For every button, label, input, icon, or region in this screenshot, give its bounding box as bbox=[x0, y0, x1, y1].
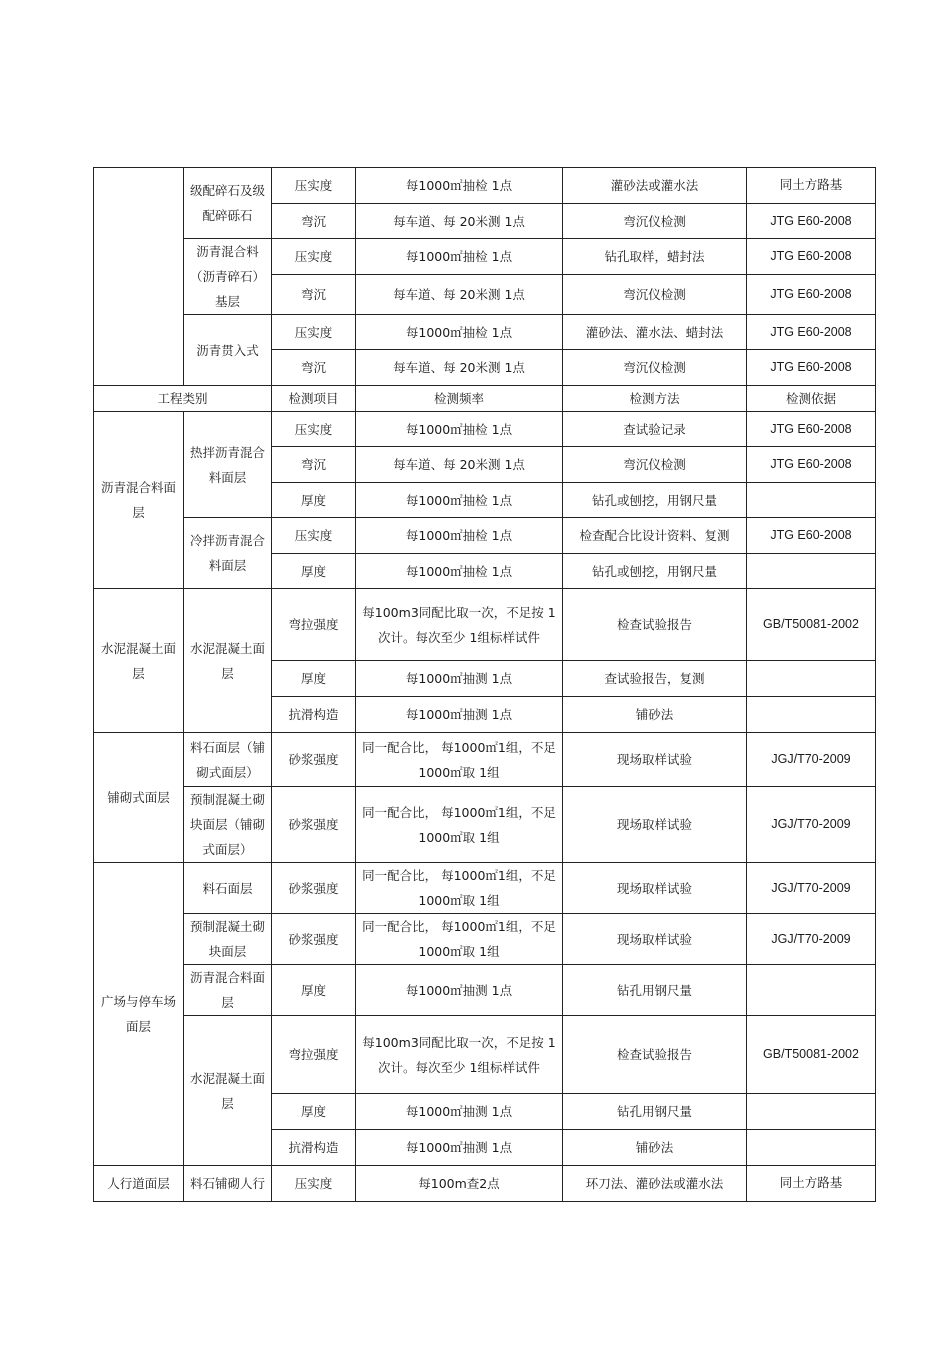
subcategory-cell: 料石面层（铺砌式面层） bbox=[184, 733, 272, 787]
method-cell: 钻孔用钢尺量 bbox=[563, 1094, 747, 1130]
method-cell: 钻孔取样，蜡封法 bbox=[563, 239, 747, 275]
basis-cell bbox=[747, 1130, 876, 1166]
method-cell: 检查配合比设计资料、复测 bbox=[563, 518, 747, 554]
frequency-cell: 每1000㎡抽测 1点 bbox=[356, 1094, 563, 1130]
inspection-table bbox=[93, 167, 876, 1202]
frequency-cell: 每1000㎡抽检 1点 bbox=[356, 239, 563, 275]
method-cell: 铺砂法 bbox=[563, 697, 747, 733]
frequency-cell: 每车道、每 20米测 1点 bbox=[356, 447, 563, 483]
method-cell: 现场取样试验 bbox=[563, 733, 747, 787]
frequency-cell: 同一配合比， 每1000㎡1组，不足1000㎡取 1组 bbox=[356, 787, 563, 863]
category-cell: 铺砌式面层 bbox=[94, 733, 184, 863]
test-item-cell: 压实度 bbox=[272, 412, 356, 447]
frequency-cell: 每100m3同配比取一次，不足按 1次计。每次至少 1组标样试件 bbox=[356, 589, 563, 661]
frequency-cell: 每1000㎡抽检 1点 bbox=[356, 483, 563, 518]
table-row bbox=[94, 863, 876, 914]
test-item-cell: 弯拉强度 bbox=[272, 1016, 356, 1094]
frequency-cell: 每车道、每 20米测 1点 bbox=[356, 204, 563, 239]
table-row bbox=[94, 965, 876, 1016]
table-row bbox=[94, 1166, 876, 1202]
table-row bbox=[94, 412, 876, 447]
basis-cell bbox=[747, 1094, 876, 1130]
basis-cell: JTG E60-2008 bbox=[747, 518, 876, 554]
test-item-cell: 砂浆强度 bbox=[272, 863, 356, 914]
test-item-cell: 压实度 bbox=[272, 168, 356, 204]
test-item-cell: 厚度 bbox=[272, 1094, 356, 1130]
basis-cell: JTG E60-2008 bbox=[747, 412, 876, 447]
method-cell: 弯沉仪检测 bbox=[563, 204, 747, 239]
header-frequency: 检测频率 bbox=[356, 386, 563, 412]
basis-cell: 同土方路基 bbox=[747, 168, 876, 204]
subcategory-cell: 沥青贯入式 bbox=[184, 315, 272, 386]
subcategory-cell: 热拌沥青混合料面层 bbox=[184, 412, 272, 518]
test-item-cell: 压实度 bbox=[272, 315, 356, 350]
table-row bbox=[94, 315, 876, 350]
subcategory-cell: 沥青混合料（沥青碎石）基层 bbox=[184, 239, 272, 315]
frequency-cell: 每车道、每 20米测 1点 bbox=[356, 275, 563, 315]
basis-cell: 同土方路基 bbox=[747, 1166, 876, 1202]
frequency-cell: 每1000㎡抽检 1点 bbox=[356, 518, 563, 554]
test-item-cell: 厚度 bbox=[272, 483, 356, 518]
test-item-cell: 厚度 bbox=[272, 661, 356, 697]
method-cell: 现场取样试验 bbox=[563, 787, 747, 863]
test-item-cell: 厚度 bbox=[272, 965, 356, 1016]
method-cell: 钻孔用钢尺量 bbox=[563, 965, 747, 1016]
method-cell: 弯沉仪检测 bbox=[563, 447, 747, 483]
basis-cell: JGJ/T70-2009 bbox=[747, 863, 876, 914]
frequency-cell: 每1000㎡抽检 1点 bbox=[356, 554, 563, 589]
frequency-cell: 同一配合比， 每1000㎡1组，不足1000㎡取 1组 bbox=[356, 863, 563, 914]
table-row bbox=[94, 787, 876, 863]
method-cell: 查试验报告，复测 bbox=[563, 661, 747, 697]
test-item-cell: 砂浆强度 bbox=[272, 733, 356, 787]
test-item-cell: 弯沉 bbox=[272, 447, 356, 483]
test-item-cell: 弯沉 bbox=[272, 275, 356, 315]
basis-cell: JTG E60-2008 bbox=[747, 239, 876, 275]
method-cell: 查试验记录 bbox=[563, 412, 747, 447]
subcategory-cell: 冷拌沥青混合料面层 bbox=[184, 518, 272, 589]
subcategory-cell: 水泥混凝土面层 bbox=[184, 589, 272, 733]
frequency-cell: 每1000㎡抽检 1点 bbox=[356, 168, 563, 204]
method-cell: 检查试验报告 bbox=[563, 1016, 747, 1094]
header-method: 检测方法 bbox=[563, 386, 747, 412]
basis-cell: GB/T50081-2002 bbox=[747, 589, 876, 661]
test-item-cell: 压实度 bbox=[272, 1166, 356, 1202]
table-row bbox=[94, 589, 876, 661]
frequency-cell: 每1000㎡抽测 1点 bbox=[356, 965, 563, 1016]
test-item-cell: 压实度 bbox=[272, 518, 356, 554]
category-cell: 人行道面层 bbox=[94, 1166, 184, 1202]
subcategory-cell: 水泥混凝土面层 bbox=[184, 1016, 272, 1166]
header-item: 检测项目 bbox=[272, 386, 356, 412]
method-cell: 弯沉仪检测 bbox=[563, 350, 747, 386]
method-cell: 现场取样试验 bbox=[563, 914, 747, 965]
test-item-cell: 弯沉 bbox=[272, 204, 356, 239]
frequency-cell: 每1000㎡抽检 1点 bbox=[356, 315, 563, 350]
test-item-cell: 压实度 bbox=[272, 239, 356, 275]
test-item-cell: 厚度 bbox=[272, 554, 356, 589]
table-header-row bbox=[94, 386, 876, 412]
method-cell: 现场取样试验 bbox=[563, 863, 747, 914]
frequency-cell: 每1000㎡抽测 1点 bbox=[356, 661, 563, 697]
header-basis: 检测依据 bbox=[747, 386, 876, 412]
test-item-cell: 弯拉强度 bbox=[272, 589, 356, 661]
test-item-cell: 砂浆强度 bbox=[272, 914, 356, 965]
table-row bbox=[94, 1016, 876, 1094]
subcategory-cell: 沥青混合料面层 bbox=[184, 965, 272, 1016]
basis-cell: JTG E60-2008 bbox=[747, 447, 876, 483]
method-cell: 弯沉仪检测 bbox=[563, 275, 747, 315]
basis-cell bbox=[747, 697, 876, 733]
category-cell: 沥青混合料面层 bbox=[94, 412, 184, 589]
method-cell: 铺砂法 bbox=[563, 1130, 747, 1166]
frequency-cell: 每100m查2点 bbox=[356, 1166, 563, 1202]
subcategory-cell: 料石铺砌人行 bbox=[184, 1166, 272, 1202]
subcategory-cell: 预制混凝土砌块面层 bbox=[184, 914, 272, 965]
basis-cell: GB/T50081-2002 bbox=[747, 1016, 876, 1094]
table-row bbox=[94, 518, 876, 554]
method-cell: 检查试验报告 bbox=[563, 589, 747, 661]
method-cell: 灌砂法、灌水法、蜡封法 bbox=[563, 315, 747, 350]
test-item-cell: 弯沉 bbox=[272, 350, 356, 386]
subcategory-cell: 级配碎石及级配碎砾石 bbox=[184, 168, 272, 239]
basis-cell: JGJ/T70-2009 bbox=[747, 914, 876, 965]
frequency-cell: 每1000㎡抽测 1点 bbox=[356, 697, 563, 733]
table-row bbox=[94, 733, 876, 787]
frequency-cell: 每车道、每 20米测 1点 bbox=[356, 350, 563, 386]
basis-cell: JGJ/T70-2009 bbox=[747, 733, 876, 787]
basis-cell bbox=[747, 554, 876, 589]
table-row bbox=[94, 168, 876, 204]
basis-cell: JTG E60-2008 bbox=[747, 350, 876, 386]
basis-cell bbox=[747, 965, 876, 1016]
basis-cell: JGJ/T70-2009 bbox=[747, 787, 876, 863]
basis-cell: JTG E60-2008 bbox=[747, 275, 876, 315]
method-cell: 灌砂法或灌水法 bbox=[563, 168, 747, 204]
category-cell bbox=[94, 168, 184, 386]
table-row bbox=[94, 914, 876, 965]
header-category: 工程类别 bbox=[94, 386, 272, 412]
frequency-cell: 同一配合比， 每1000㎡1组，不足1000㎡取 1组 bbox=[356, 733, 563, 787]
method-cell: 钻孔或刨挖，用钢尺量 bbox=[563, 483, 747, 518]
category-cell: 水泥混凝土面层 bbox=[94, 589, 184, 733]
basis-cell bbox=[747, 661, 876, 697]
test-item-cell: 抗滑构造 bbox=[272, 697, 356, 733]
subcategory-cell: 料石面层 bbox=[184, 863, 272, 914]
basis-cell: JTG E60-2008 bbox=[747, 315, 876, 350]
method-cell: 钻孔或刨挖，用钢尺量 bbox=[563, 554, 747, 589]
frequency-cell: 每100m3同配比取一次，不足按 1次计。每次至少 1组标样试件 bbox=[356, 1016, 563, 1094]
test-item-cell: 抗滑构造 bbox=[272, 1130, 356, 1166]
frequency-cell: 每1000㎡抽测 1点 bbox=[356, 1130, 563, 1166]
frequency-cell: 每1000㎡抽检 1点 bbox=[356, 412, 563, 447]
method-cell: 环刀法、灌砂法或灌水法 bbox=[563, 1166, 747, 1202]
table-row bbox=[94, 239, 876, 275]
category-cell: 广场与停车场面层 bbox=[94, 863, 184, 1166]
basis-cell bbox=[747, 483, 876, 518]
basis-cell: JTG E60-2008 bbox=[747, 204, 876, 239]
frequency-cell: 同一配合比， 每1000㎡1组，不足1000㎡取 1组 bbox=[356, 914, 563, 965]
subcategory-cell: 预制混凝土砌块面层（铺砌式面层） bbox=[184, 787, 272, 863]
test-item-cell: 砂浆强度 bbox=[272, 787, 356, 863]
